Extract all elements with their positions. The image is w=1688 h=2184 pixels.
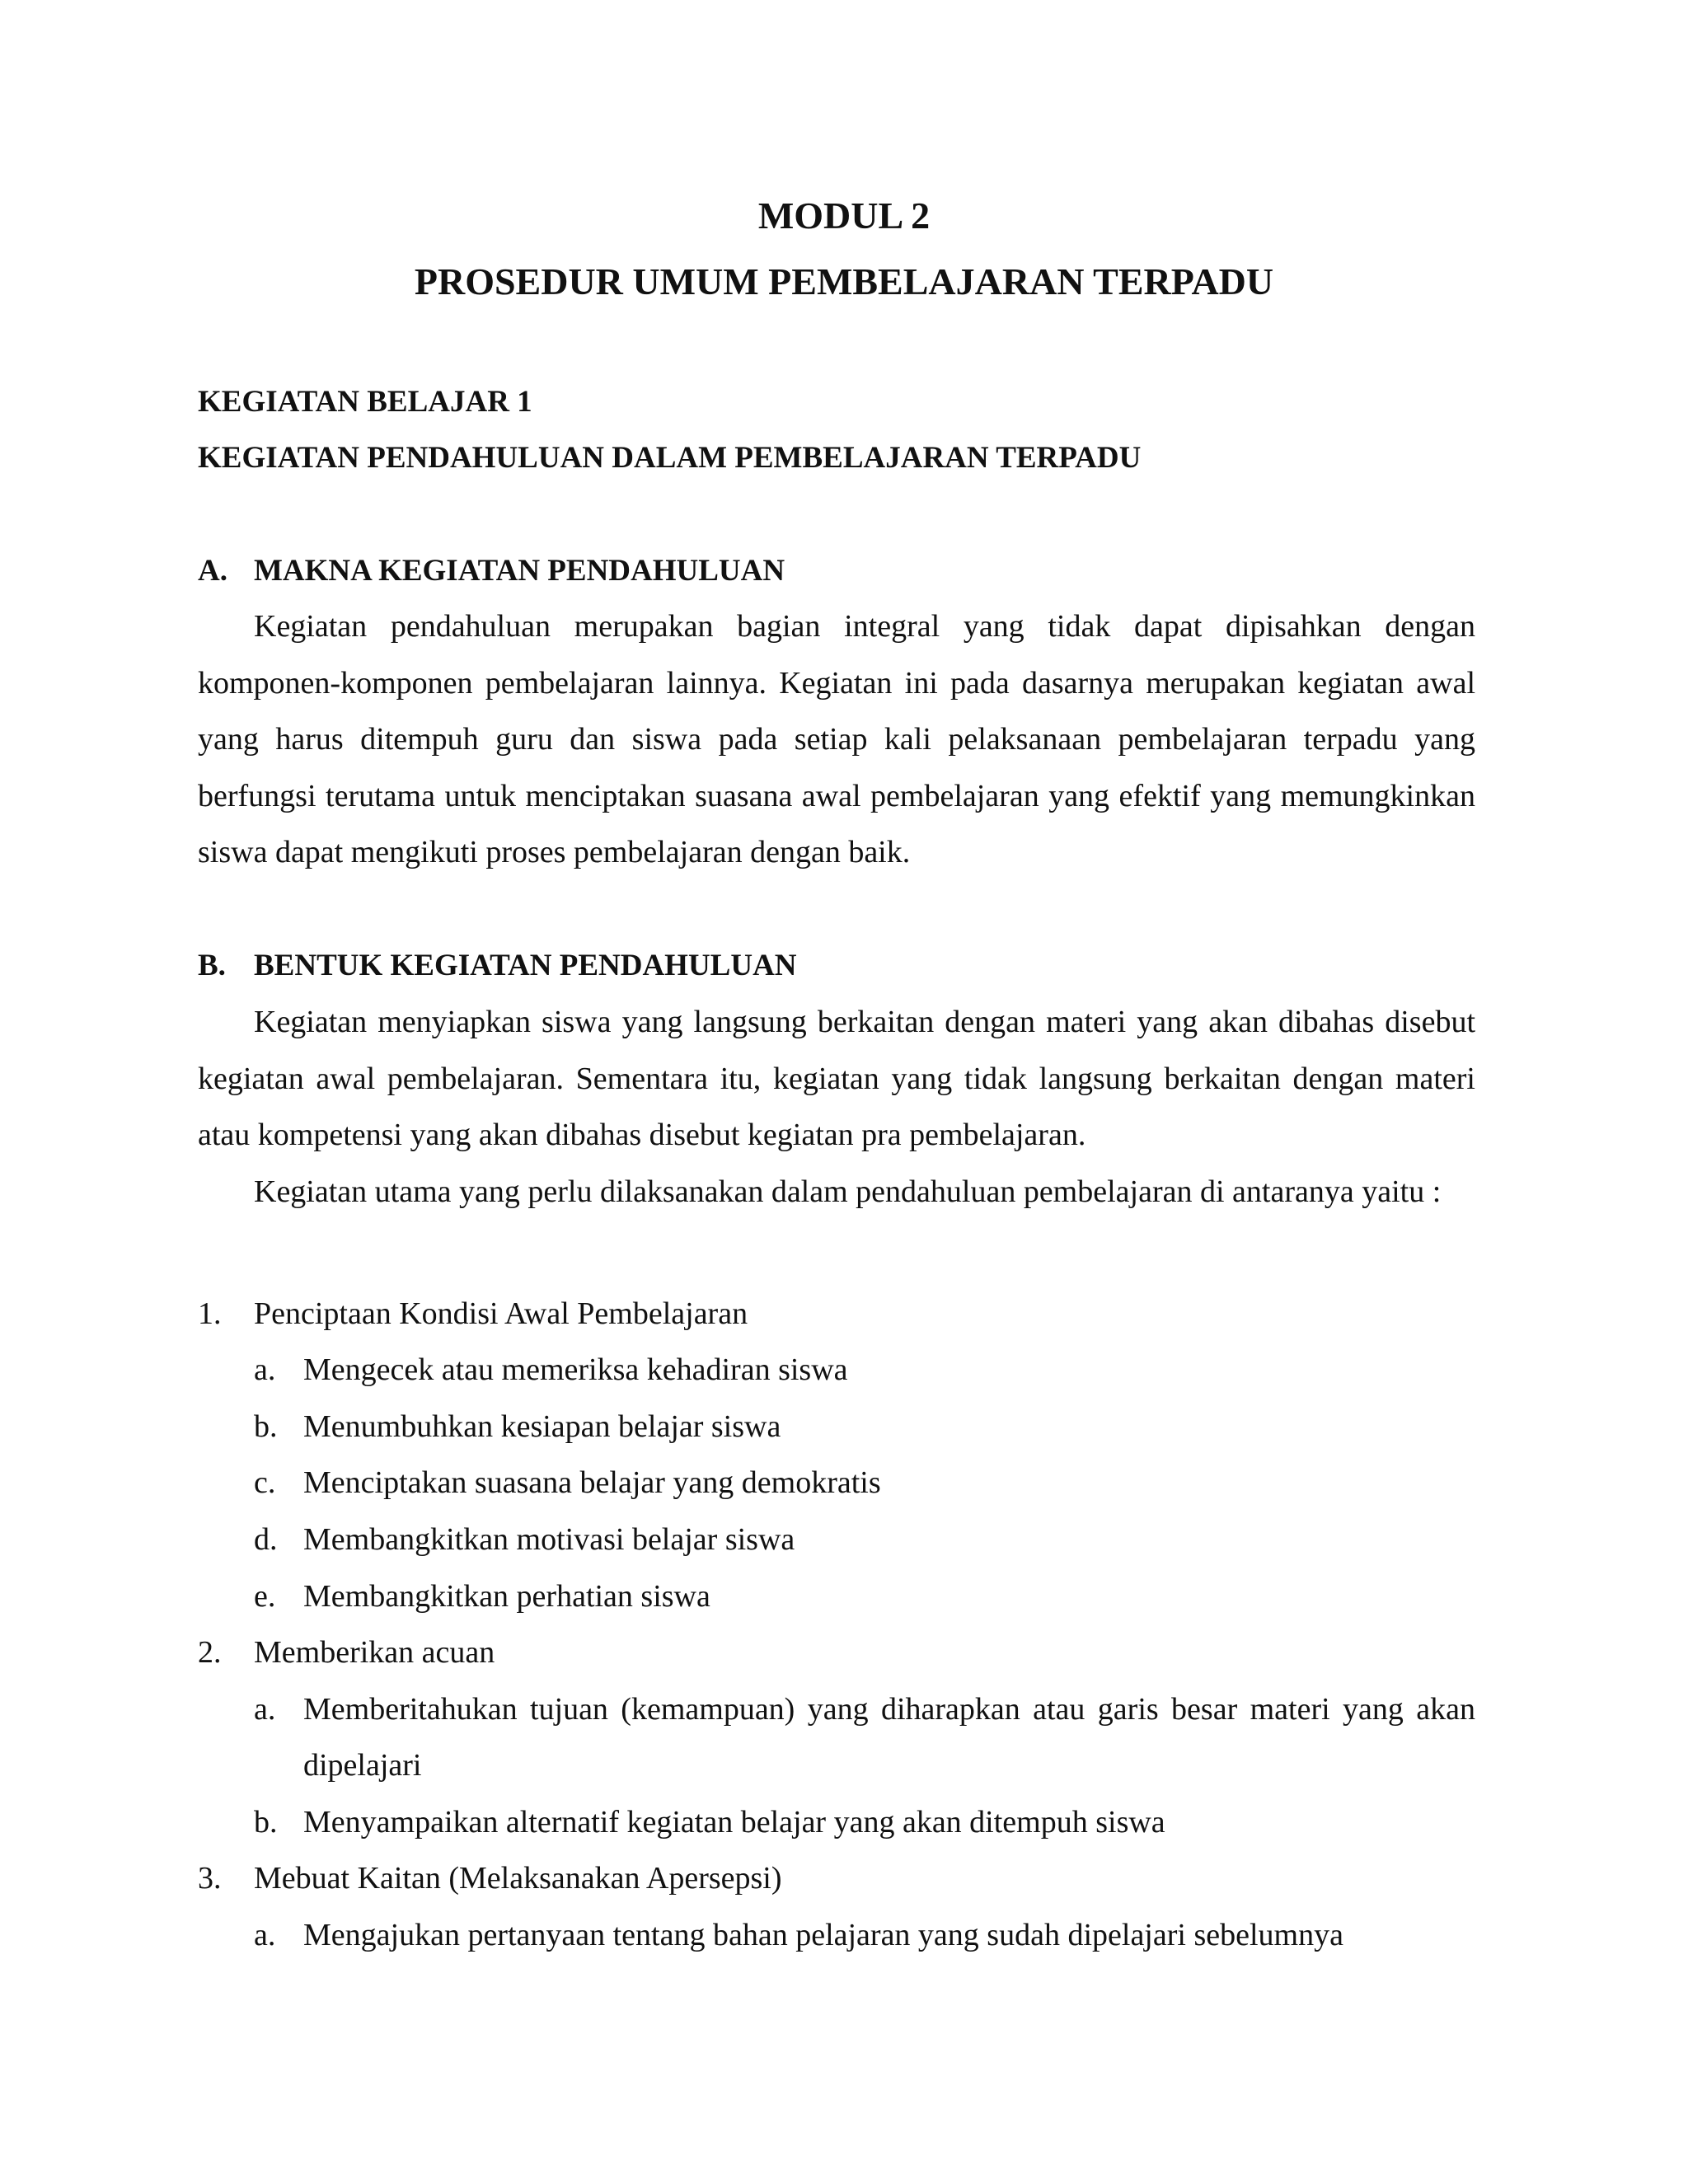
sub-item-letter: d. (254, 1522, 278, 1557)
list-item-label: Mebuat Kaitan (Melaksanakan Apersepsi) (254, 1861, 782, 1896)
sub-item-letter: a. (254, 1692, 276, 1727)
sub-item-text: Membangkitkan perhatian siswa (303, 1579, 710, 1614)
list-item-number: 3. (198, 1861, 222, 1896)
section-b-paragraph-1: Kegiatan menyiapkan siswa yang langsung berkaitan dengan materi yang akan dibahas disebut kegiatan awal pembelajaran. Sementara itu, kegiatan yang tidak langsung berkaitan dengan materi atau kompetensi yang akan dibahas disebut kegiatan pra pembelajaran. (198, 1005, 1475, 1152)
section-a-letter: A. (198, 554, 227, 588)
sub-item-text: Mengajukan pertanyaan tentang bahan pelajaran yang sudah dipelajari sebelumnya (303, 1918, 1343, 1952)
activity-title: KEGIATAN PENDAHULUAN DALAM PEMBELAJARAN TERPADU (198, 441, 1142, 475)
sub-item-letter: b. (254, 1805, 278, 1840)
activity-label: KEGIATAN BELAJAR 1 (198, 385, 532, 419)
sub-item-text: Menyampaikan alternatif kegiatan belajar yang akan ditempuh siswa (303, 1805, 1165, 1840)
list-item-label: Penciptaan Kondisi Awal Pembelajaran (254, 1296, 748, 1331)
sub-item-text: Memberitahukan tujuan (kemampuan) yang diharapkan atau garis besar materi yang akan dipelajari (303, 1692, 1475, 1783)
sub-item-letter: a. (254, 1918, 276, 1952)
section-b-title: BENTUK KEGIATAN PENDAHULUAN (254, 949, 797, 982)
section-a-title: MAKNA KEGIATAN PENDAHULUAN (254, 554, 785, 588)
section-b-paragraph-2: Kegiatan utama yang perlu dilaksanakan dalam pendahuluan pembelajaran di antaranya yaitu : (254, 1174, 1442, 1209)
sub-item-text: Mengecek atau memeriksa kehadiran siswa (303, 1352, 848, 1387)
sub-item-text: Menumbuhkan kesiapan belajar siswa (303, 1409, 781, 1444)
section-a-paragraph: Kegiatan pendahuluan merupakan bagian integral yang tidak dapat dipisahkan dengan komponen-komponen pembelajaran lainnya. Kegiatan ini pada dasarnya merupakan kegiatan awal yang harus ditempuh guru dan siswa pada setiap kali pelaksanaan pembelajaran terpadu yang berfungsi terutama untuk menciptakan suasana awal pembelajaran yang efektif yang memungkinkan siswa dapat mengikuti proses pembelajaran dengan baik. (198, 609, 1475, 869)
sub-item-text: Menciptakan suasana belajar yang demokratis (303, 1465, 881, 1500)
sub-item-letter: c. (254, 1465, 276, 1500)
list-item-number: 1. (198, 1296, 222, 1331)
sub-item-letter: b. (254, 1409, 278, 1444)
list-item-label: Memberikan acuan (254, 1635, 495, 1670)
sub-item-letter: e. (254, 1579, 276, 1614)
sub-item-text: Membangkitkan motivasi belajar siswa (303, 1522, 795, 1557)
list-item-number: 2. (198, 1635, 222, 1670)
section-b-letter: B. (198, 949, 226, 982)
module-subtitle: PROSEDUR UMUM PEMBELAJARAN TERPADU (414, 260, 1274, 302)
module-title: MODUL 2 (757, 194, 931, 237)
sub-item-letter: a. (254, 1352, 276, 1387)
